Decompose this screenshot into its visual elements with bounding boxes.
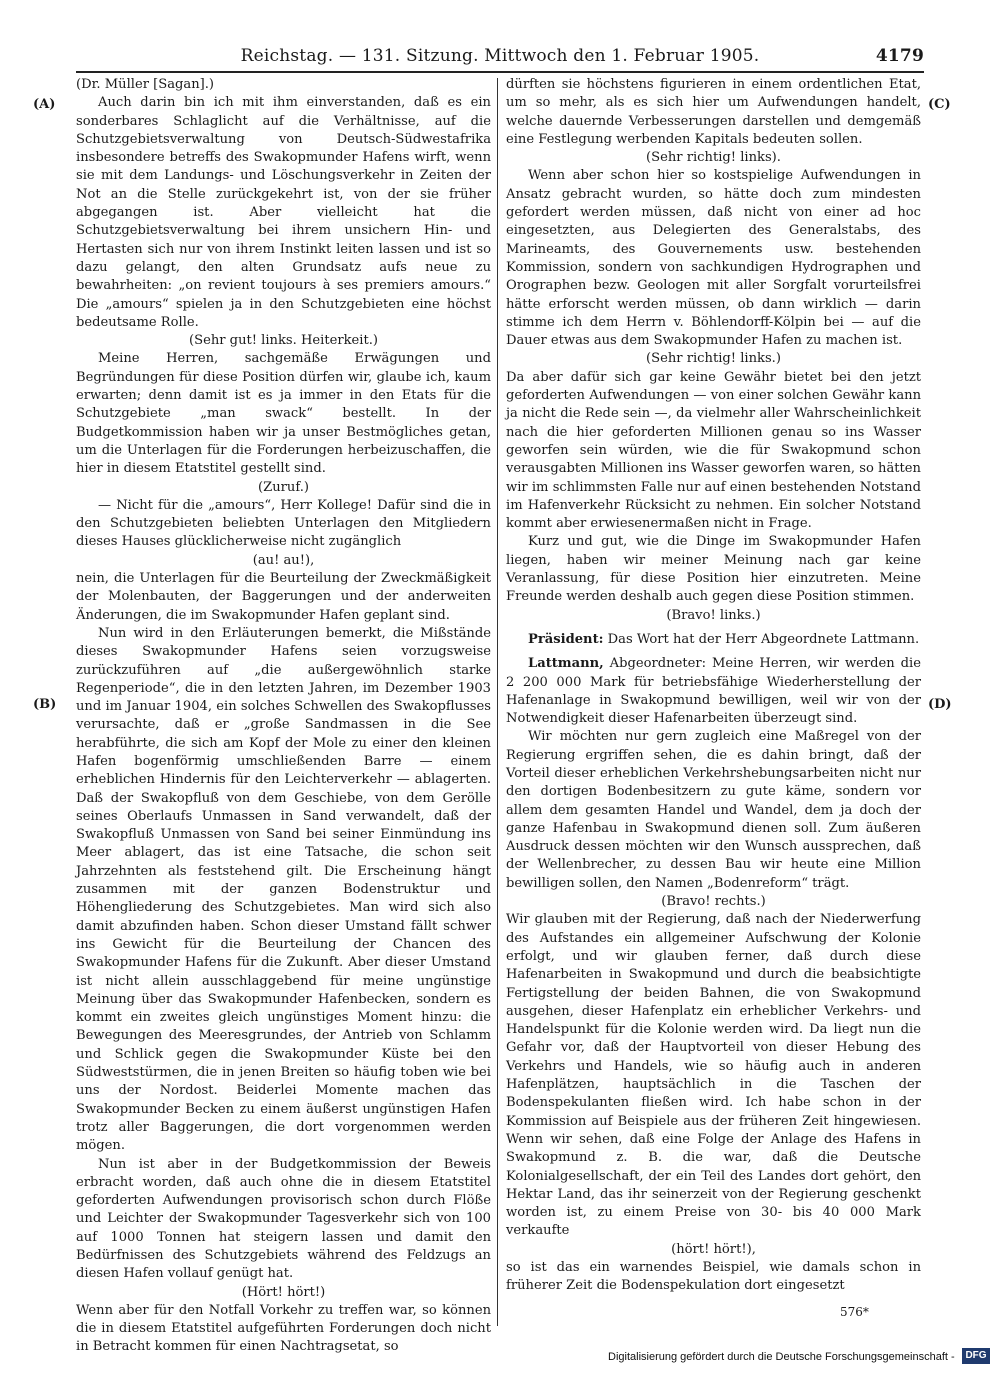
interjection: (au! au!),	[252, 552, 315, 568]
interjection: (Sehr gut! links. Heiterkeit.)	[189, 333, 378, 349]
paragraph: Wir möchten nur gern zugleich eine Maßregel von der Regierung ergriffen sehen, die es dahin bringt, daß der Vorteil dieser erheblichen Verkehrshebungsarbeiten nicht nur den dortigen Bodenbesitzern zu gute käme, sondern vor allem dem gesamten Handel und Wandel, dem ja doch der ganze Hafenbau in Swakopmund dienen soll. Zum äußeren Ausdruck dessen möchten wir den Wunsch aussprechen, daß der Wellenbrecher, zu dessen Bau wir heute eine Million bewilligen sollen, den Namen „Bodenreform“ trägt.	[506, 729, 921, 891]
interjection: (Sehr richtig! links.)	[646, 351, 781, 367]
speaker-label: Lattmann,	[528, 656, 604, 672]
paragraph: so ist das ein warnendes Beispiel, wie damals schon in früherer Zeit die Bodenspekulation dort eingesetzt	[506, 1260, 921, 1294]
paragraph: Wir glauben mit der Regierung, daß nach der Niederwerfung des Aufstandes ein allgemeiner Aufschwung der Kolonie erfolgt, und wir glauben ferner, daß durch diese Hafenarbeiten in Swakopmund und durch die beabsichtigte Fertigstellung der beiden Bahnen, die von Swakopmund ausgehen, dieser Hafenplatz ein erheblicher Verkehrs- und Handelspunkt für die Kolonie werden wird. Da liegt nun die Gefahr vor, daß der Hauptvorteil von dieser Hebung des Verkehrs und Handels, wie so häufig auch in anderen Hafenplätzen, hauptsächlich in die Taschen der Bodenspekulanten fließen wird. Ich habe schon in der Kommission auf Beispiele aus der früheren Zeit hingewiesen. Wenn wir sehen, daß eine Folge der Anlage des Hafens in Swakopmund z. B. die war, daß die Deutsche Kolonialgesellschaft, der ein Teil des Landes dort gehört, den Hektar Land, das ihr seinerzeit von der Regierung geschenkt worden ist, zu einem Preise von 30- bis 40 000 Mark verkaufte	[506, 912, 921, 1239]
margin-mark-a: (A)	[33, 97, 56, 112]
right-column	[506, 76, 921, 1326]
paragraph: Nun wird in den Erläuterungen bemerkt, die Mißstände dieses Swakopmunder Hafens seien vorzugsweise zurückzuführen auf „die außergewöhnlich starke Regenperiode“, die in den letzten Jahren, im Dezember 1903 und im Januar 1904, ein solches Schwellen des Swakopflusses verursachte, daß er „große Sandmassen in die See herabführte, die sich am Kopf der Mole zu einer den kleinen Hafen bogenförmig umschließenden Barre — einem erheblichen Hindernis für den Leichterverkehr — ablagerten. Daß der Swakopfluß von dem Geschiebe, von dem Gerölle seines Oberlaufs Unmassen in Sand verwandelt, daß der Swakopfluß Unmassen von Sand bei seiner Einmündung ins Meer ablagert, das ist eine Tatsache, die schon seit Jahrzehnten als feststehend gilt. Die Erscheinung hängt zusammen mit der ganzen Bodenstruktur und Höhengliederung des Schutzgebietes. Man wird sich also damit abzufinden haben. Schon dieser Umstand fällt schwer ins Gewicht für die Beurteilung der Chancen des Swakopmunder Hafens für die Zukunft. Aber dieser Umstand ist nicht allein ausschlaggebend für meine ungünstige Meinung über das Swakopmunder Hafenbecken, sondern es kommt ein zweites gleich ungünstiges Moment hinzu: die Bewegungen des Meeresgrundes, der Antrieb von Schlamm und Schlick gegen die Swakopmunder Küste bei den Südweststürmen, die in jenen Breiten so häufig toben wie bei uns der Nordost. Beiderlei Momente machen das Swakopmunder Becken zu einem äußerst ungünstigen Hafen trotz aller Baggerungen, die dort vorgenommen werden mögen.	[76, 625, 491, 1154]
sheet-reference: 576*	[840, 1305, 869, 1319]
interjection: (Sehr richtig! links).	[646, 150, 781, 166]
interjection: (hört! hört!),	[671, 1241, 756, 1257]
paragraph: Wenn aber schon hier so kostspielige Aufwendungen in Ansatz gebracht wurden, so hätte doch zum mindesten gefordert werden müssen, daß nicht von einer ad hoc eingesetzten, aus Delegierten des Generalstabs, des Marineamts, des Gouvernements usw. bestehenden Kommission, sondern von sachkundigen Hydrographen und Orographen bezw. Geologen mit aller Sorgfalt vorurteilsfrei hätte erforscht werden müssen, ob dann wirklich — darin stimme ich dem Herrn v. Böhlendorff-Kölpin bei — auf die Dauer etwas aus dem Swakopmunder Hafen zu machen ist.	[506, 168, 921, 349]
speaker-statement	[506, 655, 921, 728]
margin-mark-b: (B)	[33, 697, 57, 712]
margin-mark-c: (C)	[928, 97, 951, 112]
president-text: Das Wort hat der Herr Abgeordnete Lattmann.	[607, 631, 920, 647]
paragraph: Da aber dafür sich gar keine Gewähr bietet bei den jetzt geforderten Aufwendungen — von einer solchen Gewähr kann ja nicht die Rede sein —, da vielmehr aller Wahrscheinlichkeit nach die hier geforderten Millionen genau so ins Wasser geworfen sein würden, wie die für Swakopmund schon verausgabten Millionen ins Wasser geworfen waren, so hätten wir im schlimmsten Falle nur auf einen bestehenden Notstand im Hafenverkehr Rücksicht zu nehmen. Ein solcher Notstand kommt aber erwiesenermaßen nicht in Frage.	[506, 369, 921, 532]
president-statement	[506, 631, 921, 649]
footer-credit: Digitalisierung gefördert durch die Deutsche Forschungsgemeinschaft -	[608, 1351, 955, 1363]
running-header	[76, 46, 924, 72]
paragraph: Nun ist aber in der Budgetkommission der Beweis erbracht worden, daß auch ohne die in diesem Etatstitel geforderten Aufwendungen provisorisch schon durch Flöße und Leichter der Swakopmunder Tagesverkehr sich von 100 auf 1000 Tonnen hat steigern lassen und damit den Bedürfnissen des Schutzgebiets während des Feldzugs an diesen Hafen vollauf genügt hat.	[76, 1156, 491, 1282]
header-rule	[76, 71, 924, 73]
interjection: (Hört! hört!)	[241, 1284, 326, 1300]
left-column	[76, 76, 491, 1355]
interjection: (Zuruf.)	[258, 479, 309, 495]
interjection: (Bravo! rechts.)	[661, 894, 766, 910]
president-label: Präsident:	[528, 631, 604, 647]
speaker-line: (Dr. Müller [Sagan].)	[76, 77, 215, 92]
margin-mark-d: (D)	[928, 697, 952, 712]
paragraph: Wenn aber für den Notfall Vorkehr zu treffen war, so können die in diesem Etatstitel aufgeführten Forderungen doch nicht in Betracht kommen für einen Nachtragsetat, so	[76, 1302, 491, 1355]
dfg-logo-icon: DFG	[962, 1348, 990, 1364]
interjection: (Bravo! links.)	[666, 607, 761, 623]
page-number: 4179	[875, 46, 924, 66]
header-title: Reichstag. — 131. Sitzung. Mittwoch den 1. Februar 1905.	[240, 46, 760, 66]
column-divider	[497, 78, 498, 1326]
speaker-text: Abgeordneter: Meine Herren, wir werden die 2 200 000 Mark für betriebsfähige Wiederherstellung der Hafenanlage in Swakopmund bewilligen, weil wir von der Notwendigkeit dieser Hafenarbeiten überzeugt sind.	[506, 656, 921, 727]
paragraph: nein, die Unterlagen für die Beurteilung der Zweckmäßigkeit der Molenbauten, der Baggerungen und der anderweiten Änderungen, die im Swakopmunder Hafen geplant sind.	[76, 571, 491, 623]
paragraph: Kurz und gut, wie die Dinge im Swakopmunder Hafen liegen, haben wir meiner Meinung nach gar keine Veranlassung, für diese Position hier einzutreten. Meine Freunde werden deshalb auch gegen diese Position stimmen.	[506, 534, 921, 605]
paragraph: Meine Herren, sachgemäße Erwägungen und Begründungen für diese Position dürfen wir, glaube ich, kaum erwarten; denn damit ist es ja immer in den Etats für die Schutzgebiete „man swack“ bestellt. In der Budgetkommission haben wir ja unser Bestmögliches getan, um die Unterlagen für die Forderungen herbeizuschaffen, die hier in diesem Etatstitel gestellt sind.	[76, 351, 491, 477]
paragraph: dürften sie höchstens figurieren in einem ordentlichen Etat, um so mehr, als es sich hier um Aufwendungen handelt, welche dauernde Verbesserungen darstellen und demgemäß eine Festlegung werbenden Kapitals bedeuten sollen.	[506, 77, 921, 147]
paragraph: Auch darin bin ich mit ihm einverstanden, daß es ein sonderbares Schlaglicht auf die Verhältnisse, auf die Schutzgebietsverwaltung von Deutsch-Südwestafrika insbesondere betreffs des Swakopmunder Hafens wirft, wenn sie mit dem Landungs- und Löschungsverkehr in Zeiten der Not an die Stelle zurückgekehrt ist, von der sie früher abgegangen ist. Aber vielleicht hat die Schutzgebietsverwaltung bei ihrem unsichern Hin- und Hertasten sich nur von ihrem Instinkt leiten lassen und ist so dazu gelangt, den alten Grundsatz aufs neue zu bewahrheiten: „on revient toujours à ses premiers amours.“ Die „amours“ spielen ja in den Schutzgebieten eine höchst bedeutsame Rolle.	[76, 95, 491, 330]
paragraph: — Nicht für die „amours“, Herr Kollege! Dafür sind die in den Schutzgebieten beliebten Unterlagen den Mitgliedern dieses Hauses glücklicherweise nicht zugänglich	[76, 497, 491, 550]
